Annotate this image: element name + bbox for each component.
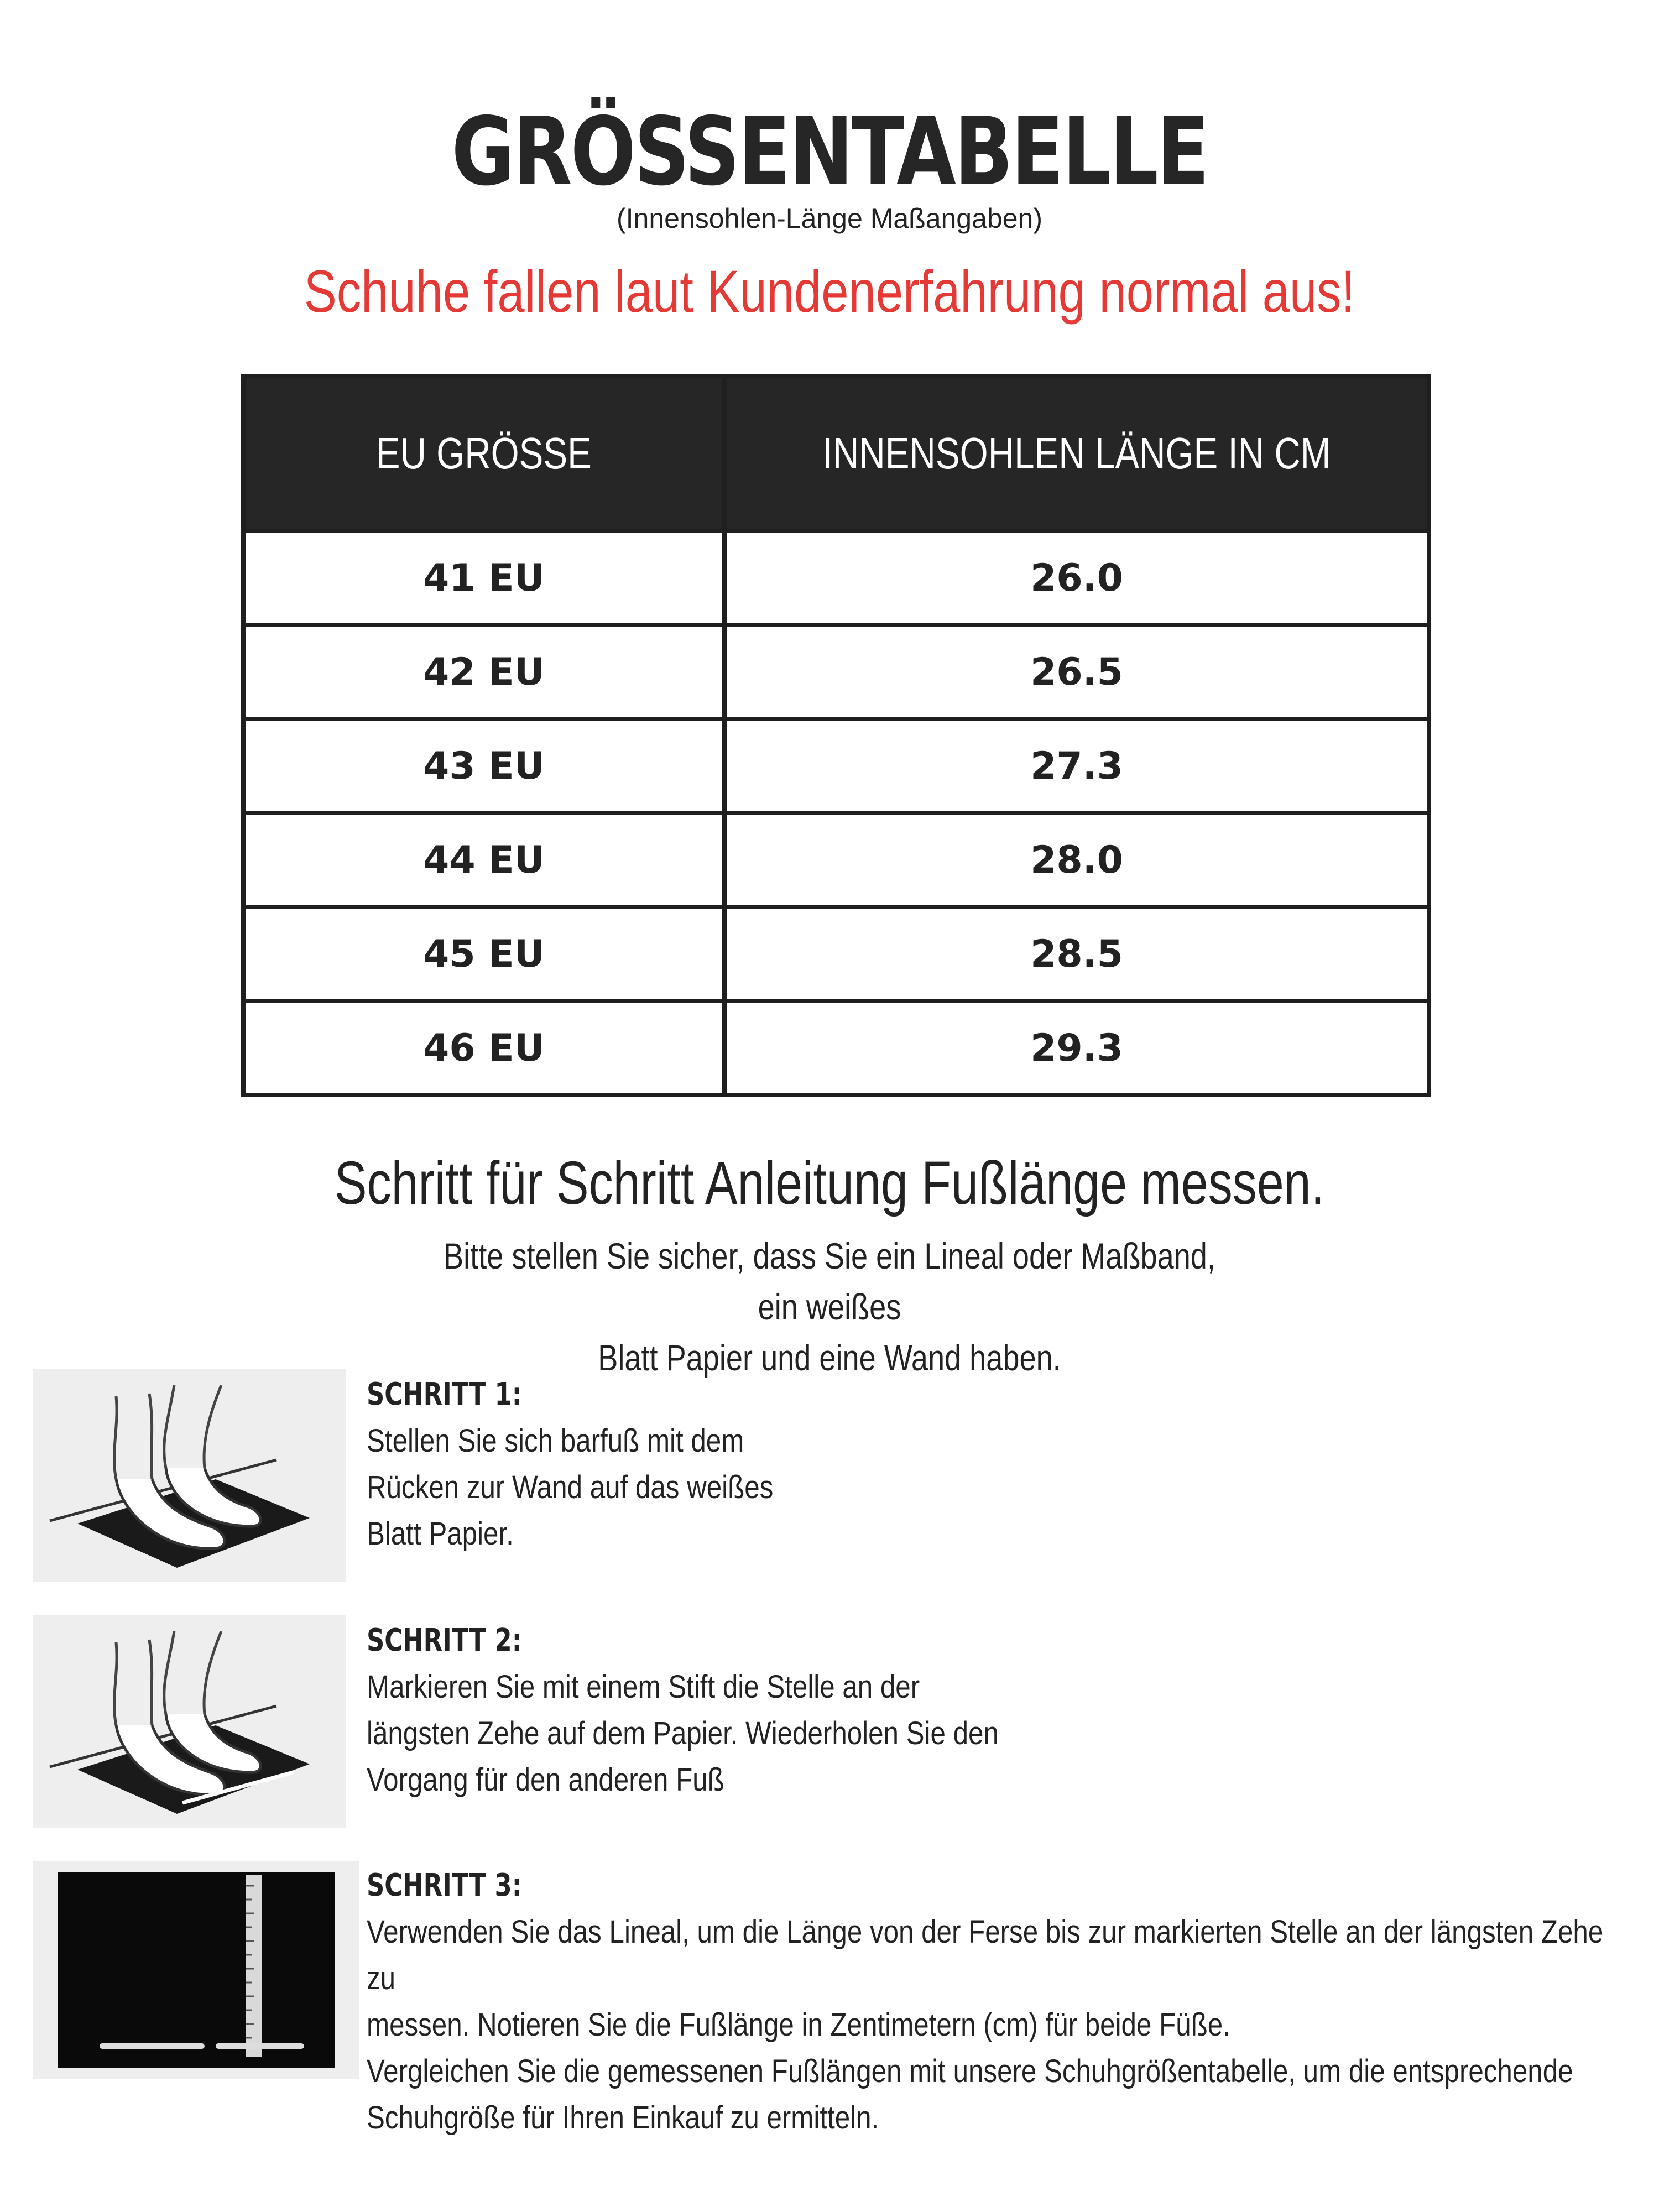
step-1 [367,1371,1639,1557]
table-row [243,531,1429,625]
table-row [243,813,1429,907]
insole-length-cell: 26.0 [724,531,1429,625]
eu-size-cell: 46 EU [243,1001,724,1095]
page-title: GRÖSSENTABELLE [451,97,1208,207]
eu-size-cell: 41 EU [243,531,724,625]
table-row [243,1001,1429,1095]
step-3 [367,1863,1639,2141]
step-label: SCHRITT 1: [367,1376,522,1412]
step-2 [367,1618,1639,1803]
guide-title: Schritt für Schritt Anleitung Fußlänge messen. [334,1149,1325,1217]
insole-length-cell: 26.5 [724,625,1429,719]
eu-size-cell: 45 EU [243,907,724,1001]
insole-length-cell: 28.5 [724,907,1429,1001]
step-text: Verwenden Sie das Lineal, um die Länge von der Ferse bis zur markierten Stelle an der längsten Zehe zu messen. Notieren Sie die Fußlänge in Zentimetern (cm) für beide Füße. Vergleichen Sie die gemessenen Fußlängen mit unsere Schuhgrößentabelle, um die entsprechende Schuhgröße für Ihren Einkauf zu ermitteln. [367,1914,1604,2136]
step-text: Stellen Sie sich barfuß mit dem Rücken zur Wand auf das weißes Blatt Papier. [367,1423,774,1552]
insole-length-cell: 29.3 [724,1001,1429,1095]
table-header-row [243,376,1429,531]
fit-notice: Schuhe fallen laut Kundenerfahrung normal aus! [304,258,1355,325]
table-row [243,625,1429,719]
ruler-measure-icon [33,1861,359,2079]
eu-size-cell: 43 EU [243,719,724,813]
guide-intro [332,1230,1327,1383]
insole-length-cell: 28.0 [724,813,1429,907]
size-table [241,374,1431,1097]
guide-intro-line: Bitte stellen Sie sicher, dass Sie ein Lineal oder Maßband, ein weißes [444,1235,1215,1327]
table-row [243,907,1429,1001]
mark-toe-icon [33,1615,346,1828]
eu-size-cell: 44 EU [243,813,724,907]
step-text: Markieren Sie mit einem Stift die Stelle an der längsten Zehe auf dem Papier. Wiederholen Sie den Vorgang für den anderen Fuß [367,1669,999,1798]
column-header-eu-size: EU GRÖSSE [243,376,724,531]
insole-length-cell: 27.3 [724,719,1429,813]
eu-size-cell: 42 EU [243,625,724,719]
step-label: SCHRITT 3: [367,1867,522,1903]
column-header-insole-length: INNENSOHLEN LÄNGE IN CM [724,376,1429,531]
step-label: SCHRITT 2: [367,1623,522,1658]
page-subtitle: (Innensohlen-Länge Maßangaben) [617,203,1042,234]
guide-intro-line: Blatt Papier und eine Wand haben. [598,1337,1061,1378]
table-row [243,719,1429,813]
feet-on-paper-icon [33,1369,346,1582]
